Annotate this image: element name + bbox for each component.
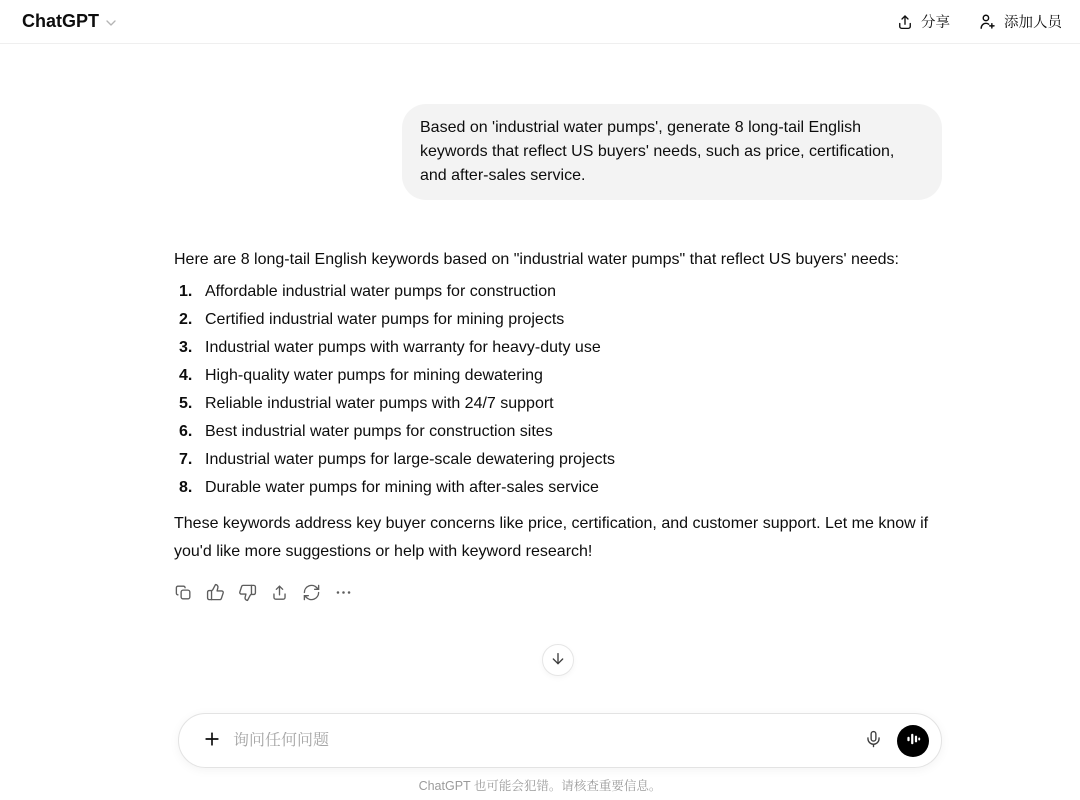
share-button-label: 分享 [921,15,950,31]
list-item-text: Industrial water pumps with warranty for heavy-duty use [205,339,601,356]
thumbs-down-icon [238,583,257,602]
list-item [174,390,942,418]
share-upload-icon [896,13,914,31]
assistant-message [174,246,942,606]
list-item-number: 4. [179,367,193,384]
plus-icon [202,729,222,752]
list-item [174,418,942,446]
user-message-bubble: Based on 'industrial water pumps', generate 8 long-tail English keywords that reflect US buyers' needs, such as price, certification, and after-sales service. [402,104,942,200]
regenerate-icon [302,583,321,602]
add-people-button[interactable] [978,11,1062,32]
list-item-number: 6. [179,423,193,440]
list-item [174,446,942,474]
list-item-text: High-quality water pumps for mining dewatering [205,367,543,384]
scroll-to-bottom-button[interactable] [542,644,574,676]
message-input[interactable] [233,732,857,750]
model-switcher[interactable] [14,7,127,36]
assistant-intro: Here are 8 long-tail English keywords based on "industrial water pumps" that reflect US buyers' needs: [174,251,899,268]
list-item-text: Affordable industrial water pumps for construction [205,283,556,300]
upload-icon [270,583,289,602]
message-composer[interactable] [178,713,942,768]
disclaimer-text: ChatGPT 也可能会犯错。请核查重要信息。 [418,779,662,793]
list-item-number: 3. [179,339,193,356]
share-button[interactable] [896,11,950,32]
list-item [174,362,942,390]
dictate-button[interactable] [857,725,889,757]
list-item-number: 8. [179,479,193,496]
list-item-text: Best industrial water pumps for construction sites [205,423,553,440]
voice-mode-button[interactable] [897,725,929,757]
list-item-number: 7. [179,451,193,468]
scroll-to-bottom-wrap [174,644,942,676]
conversation [174,44,942,676]
keyword-list [174,278,942,502]
person-plus-icon [978,12,997,31]
list-item [174,474,942,502]
chevron-down-icon [103,15,119,31]
list-item-text: Durable water pumps for mining with after-sales service [205,479,599,496]
list-item-number: 1. [179,283,193,300]
copy-icon [174,583,193,602]
waveform-icon [904,730,922,751]
list-item [174,278,942,306]
share-response-button[interactable] [265,578,293,606]
message-actions [169,578,942,606]
list-item [174,306,942,334]
more-icon [334,583,353,602]
thumbs-down-button[interactable] [233,578,261,606]
add-people-button-label: 添加人员 [1004,15,1062,31]
attach-button[interactable] [199,728,225,754]
top-bar [0,0,1080,44]
chat-column [174,44,942,676]
thumbs-up-icon [206,583,225,602]
list-item-text: Certified industrial water pumps for mining projects [205,311,565,328]
assistant-outro: These keywords address key buyer concerns like price, certification, and customer support. Let me know if you'd like more suggestions or help with keyword research! [174,515,929,560]
copy-button[interactable] [169,578,197,606]
microphone-icon [864,730,883,752]
header-actions [896,11,1062,32]
user-message-row [174,104,942,200]
list-item [174,334,942,362]
arrow-down-icon [550,651,566,670]
more-options-button[interactable] [329,578,357,606]
thumbs-up-button[interactable] [201,578,229,606]
list-item-text: Reliable industrial water pumps with 24/7 support [205,395,554,412]
composer-area [0,713,1080,800]
list-item-number: 2. [179,311,193,328]
app-title: ChatGPT [22,11,100,31]
list-item-text: Industrial water pumps for large-scale dewatering projects [205,451,615,468]
regenerate-button[interactable] [297,578,325,606]
list-item-number: 5. [179,395,193,412]
